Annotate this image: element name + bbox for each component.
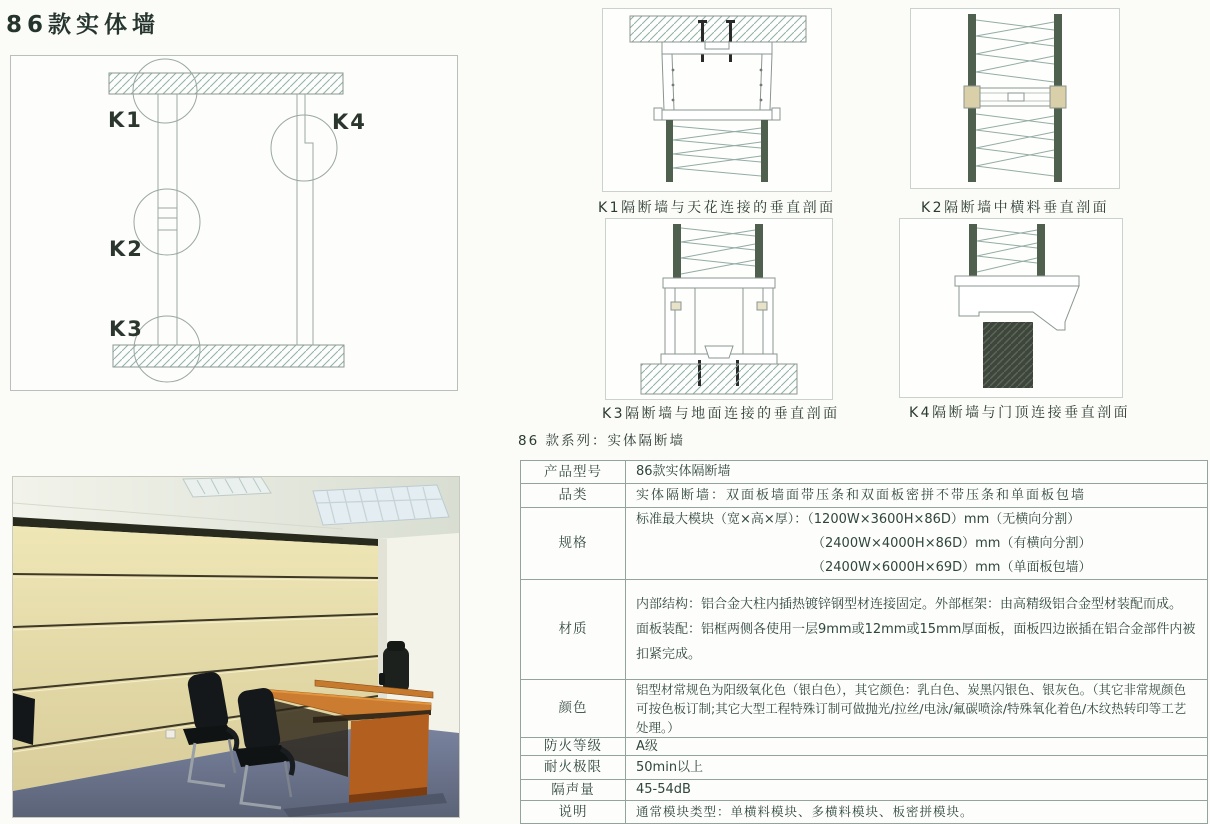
chair-edge-left (13, 693, 35, 745)
ceiling-slab (109, 73, 343, 94)
k1-panel-left (666, 120, 673, 182)
row-value (626, 780, 1207, 800)
office-photo-art (13, 477, 459, 817)
detail-figure-k4 (899, 218, 1123, 398)
row-value-text: 45-54dB (636, 782, 691, 798)
k3-panel-right (755, 224, 763, 278)
spec-table (520, 460, 1208, 824)
row-value-text: 86款实体隔断墙 (636, 464, 731, 480)
row-value-text: A级 (636, 738, 658, 754)
row-value (626, 738, 1207, 755)
k3-section-drawing (605, 218, 833, 400)
table-row-material (521, 580, 1207, 680)
series-label: 86 款系列：实体隔断墙 (518, 433, 685, 449)
wall-elevation-drawing (10, 55, 458, 391)
k1-section-drawing (602, 8, 832, 192)
row-label: 颜色 (521, 680, 626, 737)
elevation-frame (11, 56, 458, 391)
row-label: 说明 (521, 801, 626, 823)
k4-panel-left (969, 224, 977, 276)
detail-figure-k1 (602, 8, 832, 192)
caption-k4: K4隔断墙与门顶连接垂直剖面 (909, 405, 1131, 421)
callout-label-k3: K3 (109, 317, 144, 341)
caption-k1: K1隔断墙与天花连接的垂直剖面 (598, 200, 836, 216)
detail-figure-k3 (605, 218, 833, 400)
table-row-sound-insulation (521, 780, 1207, 801)
row-value (626, 461, 1207, 483)
row-label: 隔声量 (521, 780, 626, 800)
row-label: 耐火极限 (521, 756, 626, 779)
k4-door-leaf-hatch (983, 322, 1033, 388)
row-value-text: 实体隔断墙：双面板墙面带压条和双面板密拼不带压条和单面板包墙 (636, 487, 1087, 503)
wall-elevation-diagram (10, 55, 458, 391)
row-label: 规格 (521, 508, 626, 579)
wall-outlet (166, 730, 175, 738)
table-row-fire-rating (521, 738, 1207, 756)
k2-section-drawing (910, 8, 1120, 189)
row-value (626, 801, 1207, 823)
row-value-text: 通常模块类型：单横料模块、多横料模块、板密拼模块。 (636, 803, 974, 819)
row-value (626, 680, 1207, 737)
floor-slab (113, 345, 344, 367)
callout-label-k4: K4 (332, 110, 367, 134)
table-row-color (521, 680, 1207, 738)
row-label: 材质 (521, 580, 626, 679)
row-value-text: 50min以上 (636, 759, 704, 775)
spec-line-1: 标准最大模块（宽×高×厚）：（1200W×3600H×86D）mm（无横向分割） (636, 511, 1081, 527)
k1-panel-right (761, 120, 768, 182)
callout-label-k1: K1 (108, 108, 143, 132)
table-row-note (521, 801, 1207, 823)
table-row-fire-resistance (521, 756, 1207, 780)
k4-panel-right (1037, 224, 1045, 276)
table-row-dimensions (521, 508, 1207, 580)
detail-figure-k2 (910, 8, 1120, 189)
row-value (626, 484, 1207, 507)
row-value (626, 580, 1207, 679)
row-label: 品类 (521, 484, 626, 507)
k3-panel-left (673, 224, 681, 278)
row-label: 防火等级 (521, 738, 626, 755)
row-value-text: 铝型材常规色为阳级氧化色（银白色），其它颜色：乳白色、炭黑闪银色、银灰色。（其它非常规颜色可按色板订制;其它大型工程特殊订制可做抛光/拉丝/电泳/氟碳喷涂/特殊氧化着色/木纹热转印等工艺处理。） (636, 682, 1187, 735)
caption-k2: K2隔断墙中横料垂直剖面 (921, 200, 1110, 216)
page-title: 86款实体墙 (6, 12, 161, 38)
k3-floor-slab (641, 364, 797, 394)
k4-section-drawing (899, 218, 1123, 398)
row-value (626, 508, 1207, 579)
table-row-category (521, 484, 1207, 508)
spec-line-2: （2400W×4000H×86D）mm（有横向分割） (812, 535, 1092, 551)
table-row-model (521, 461, 1207, 484)
spec-line-3: （2400W×6000H×69D）mm（单面板包墙） (812, 559, 1092, 575)
wall-corner-shadow (378, 539, 387, 724)
row-value (626, 756, 1207, 779)
office-photo (12, 476, 460, 818)
ceiling-light-small (183, 477, 271, 497)
material-line-1: 内部结构：铝合金大柱内插热镀锌钢型材连接固定。外部框架：由高精级铝合金型材装配而成。 (636, 597, 1183, 612)
material-line-2: 面板装配：铝框两侧各使用一层9mm或12mm或15mm厚面板，面板四边嵌插在铝合金部件内被扣紧完成。 (636, 622, 1196, 662)
k1-ceiling-slab (630, 16, 806, 42)
row-label: 产品型号 (521, 461, 626, 483)
caption-k3: K3隔断墙与地面连接的垂直剖面 (602, 406, 840, 422)
callout-label-k2: K2 (109, 237, 144, 261)
